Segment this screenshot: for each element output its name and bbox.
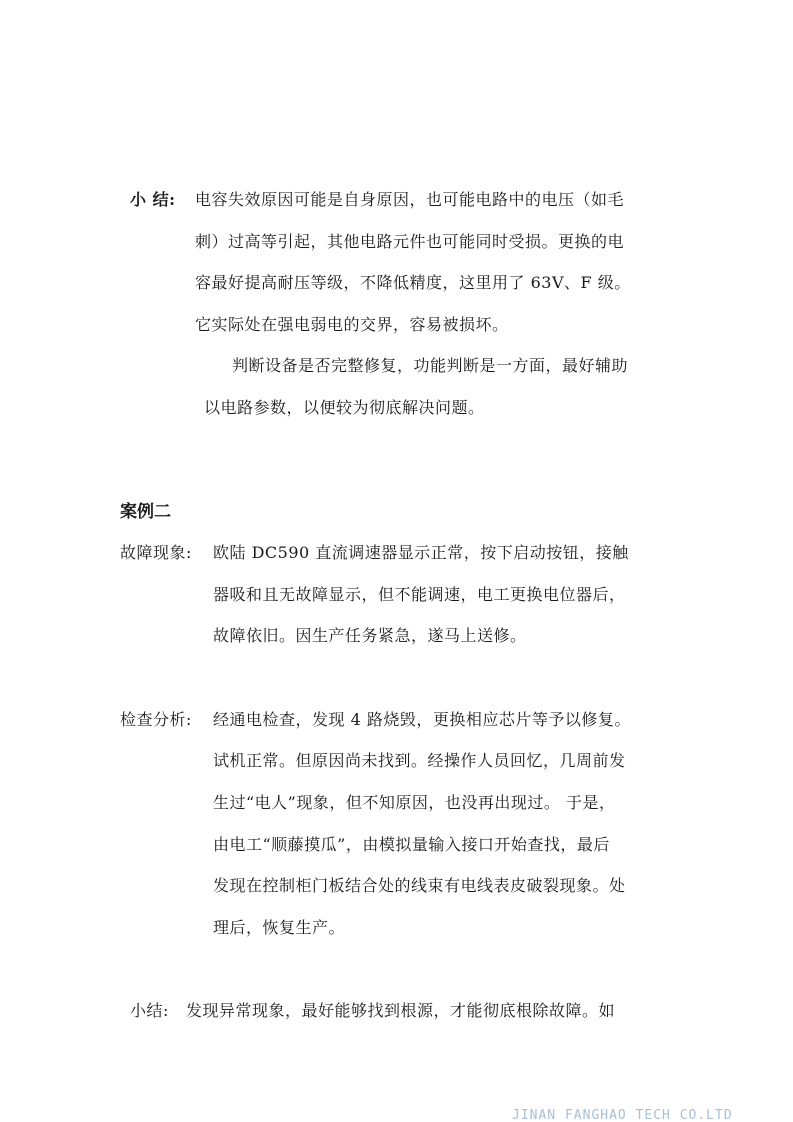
summary1-line-5: 判断设备是否完整修复，功能判断是一方面，最好辅助 bbox=[232, 356, 629, 375]
summary1-line-4: 它实际处在强电弱电的交界，容易被损坏。 bbox=[195, 315, 509, 334]
fault-line-2: 器吸和且无故障显示，但不能调速，电工更换电位器后， bbox=[213, 585, 626, 604]
company-footer: JINAN FANGHAO TECH CO.LTD bbox=[512, 1108, 733, 1122]
analysis-label: 检查分析: bbox=[120, 710, 192, 729]
summary1-label: 小 结: bbox=[130, 190, 176, 209]
summary1-line-1: 电容失效原因可能是自身原因，也可能电路中的电压（如毛 bbox=[195, 190, 625, 209]
fault-line-3: 故障依旧。因生产任务紧急，遂马上送修。 bbox=[213, 626, 527, 645]
summary2-line-1: 发现异常现象，最好能够找到根源，才能彻底根除故障。如 bbox=[186, 1001, 616, 1020]
analysis-line-5: 发现在控制柜门板结合处的线束有电线表皮破裂现象。处 bbox=[213, 876, 626, 895]
analysis-line-6: 理后，恢复生产。 bbox=[213, 918, 346, 937]
fault-line-1: 欧陆 DC590 直流调速器显示正常，按下启动按钮，接触 bbox=[213, 543, 629, 562]
summary1-line-3: 容最好提高耐压等级，不降低精度，这里用了 63V、F 级。 bbox=[195, 273, 631, 292]
case2-title: 案例二 bbox=[120, 502, 171, 522]
summary2-label: 小结: bbox=[130, 1001, 169, 1020]
analysis-line-3: 生过“电人”现象，但不知原因，也没再出现过。 于是， bbox=[213, 793, 616, 812]
analysis-line-4: 由电工“顺藤摸瓜”，由模拟量输入接口开始查找，最后 bbox=[213, 835, 610, 854]
analysis-line-1: 经通电检查，发现 4 路烧毁，更换相应芯片等予以修复。 bbox=[213, 710, 631, 729]
analysis-line-2: 试机正常。但原因尚未找到。经操作人员回忆，几周前发 bbox=[213, 751, 626, 770]
fault-label: 故障现象: bbox=[120, 543, 192, 562]
summary1-line-2: 刺）过高等引起，其他电路元件也可能同时受损。更换的电 bbox=[195, 232, 625, 251]
summary1-line-6: 以电路参数，以便较为彻底解决问题。 bbox=[204, 398, 485, 417]
